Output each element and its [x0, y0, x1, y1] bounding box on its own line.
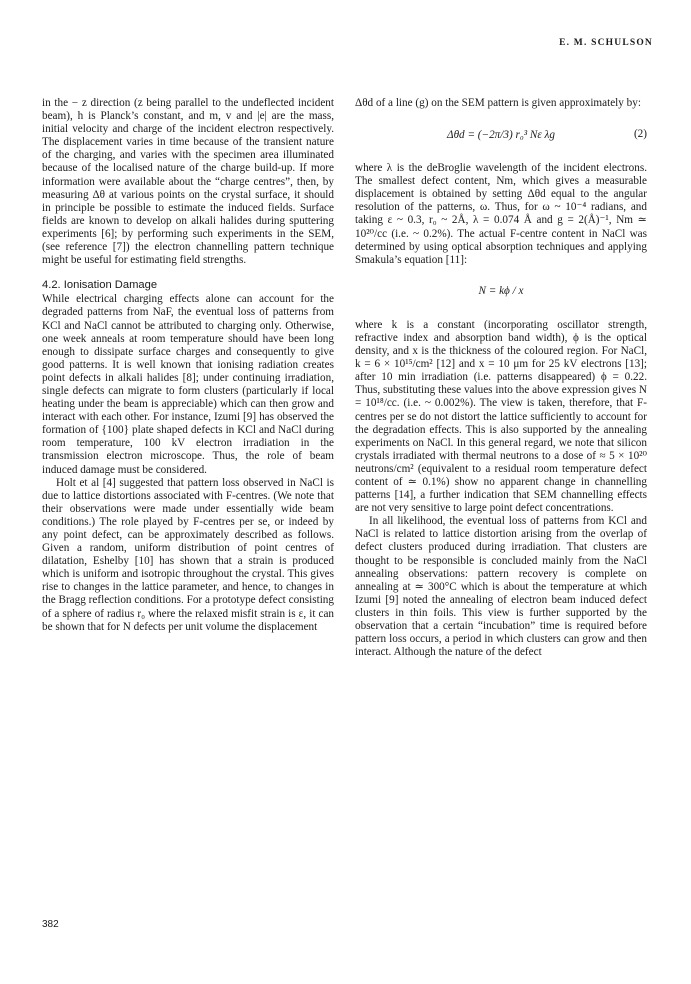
running-header: E. M. SCHULSON	[559, 38, 653, 48]
equation-3-body: N = kϕ / x	[478, 285, 524, 298]
left-column	[42, 97, 334, 634]
paragraph: In all likelihood, the eventual loss of patterns from KCl and NaCl is related to lattice distortion arising from the overlap of defect clusters produced during irradiation. That clusters are thought to be responsible is concluded mainly from the NaCl annealing observations: pattern recovery is complete on annealing at ≃ 300°C which is about the temperature at which Izumi [9] noted the annealing of electron beam induced defect clusters in thin foils. This view is further supported by the observation that a certain “incubation” time is required before pattern loss occurs, a period in which clusters can grow and then interact. Although the nature of the defect	[355, 515, 647, 659]
right-column	[355, 97, 647, 659]
equation-3	[355, 277, 647, 307]
section-heading: 4.2. Ionisation Damage	[42, 279, 158, 292]
paragraph: Holt et al [4] suggested that pattern loss observed in NaCl is due to lattice distortions associated with F-centres. (We note that their observations were made under essentially wide beam conditions.) The role played by F-centres per se, or indeed by any point defect, can be approximately described as follows. Given a random, uniform distribution of point centres of dilatation, Eshelby [10] has shown that a strain is produced which is uniform and isotropic throughout the crystal. This gives rise to changes in the lattice parameter, and hence, to changes in the Bragg reflection conditions. For a prototype defect consisting of a sphere of radius r₀ where the relaxed misfit strain is ε, it can be shown that for N defects per unit volume the displacement	[42, 476, 334, 633]
paragraph: Δθd of a line (g) on the SEM pattern is given approximately by:	[355, 97, 641, 109]
paragraph: in the − z direction (z being parallel to the undeflected incident beam), h is Planck’s constant, and m, v and |e| are the mass, initial velocity and charge of the incident electron respectively. The displacement varies in time because of the transient nature of the charging, and varies with the specimen area illuminated because of the localised nature of the charge build-up. If more information were available about the “charge centres”, then, by measuring Δθ at various points on the crystal surface, it should in principle be possible to estimate the induced fields. Surface fields are known to develop on alkali halides during sputtering experiments [6]; by performing such experiments in the SEM, (see reference [7]) the electron channelling pattern technique might be useful for estimating field strengths.	[42, 97, 334, 267]
page-number: 382	[42, 919, 59, 930]
paragraph: While electrical charging effects alone can account for the degraded patterns from NaF, the eventual loss of patterns from KCl and NaCl cannot be attributed to charging only. Otherwise, one week anneals at room temperature should have been long enough to dissipate surface charges and consequently to give good patterns. It is well known that ionising radiation creates point defects in alkali halides [8]; under continuing irradiation, single defects can migrate to form clusters (particularly if local heating under the beam is appreciable) which can then grow and interact with each other. For instance, Izumi [9] has observed the formation of {100} plate shaped defects in KCl and NaCl during room temperature, 100 kV electron irradiation in the transmission electron microscope. Thus, the role of beam induced damage must be considered.	[42, 293, 334, 476]
equation-2-body: Δθd = (−2π/3) r₀³ Nε λg	[447, 128, 555, 141]
paragraph: where λ is the deBroglie wavelength of the incident electrons. The smallest defect content, Nm, which gives a measurable displacement is obtained by setting Δθd equal to the angular resolution of the patterns, ω. Thus, for ω ~ 10⁻⁴ radians, and taking ε ~ 0.3, r₀ ~ 2Å, λ = 0.074 Å and g = 2(Å)⁻¹, Nm ≃ 10²⁰/cc (i.e. ~ 0.2%). The actual F-centre content in NaCl was determined by using optical absorption techniques and applying Smakula’s equation [11]:	[355, 162, 647, 266]
equation-number: (2)	[633, 128, 647, 141]
equation-2	[355, 120, 647, 150]
paragraph: where k is a constant (incorporating oscillator strength, refractive index and absorption band width), ϕ is the optical density, and x is the thickness of the coloured region. For NaCl, k = 6 × 10¹⁵/cm² [12] and x = 10 μm for 25 kV electrons [13]; after 10 min irradiation (i.e. patterns disappeared) ϕ = 0.22. Thus, substituting these values into the above expression gives N = 10¹⁸/cc. (i.e. ~ 0.002%). The view is taken, therefore, that F-centres per se do not distort the lattice sufficiently to account for the degradation effects. This is also supported by the annealing experiments on NaCl. In this general regard, we note that silicon crystals irradiated with thermal neutrons to a dose of ≈ 5 × 10²⁰ neutrons/cm² (equivalent to a residual room temperature defect content of ≃ 0.1%) show no apparent change in channelling patterns [14], a further indication that SEM channelling effects are not very sensitive to large point defect concentrations.	[355, 318, 647, 515]
